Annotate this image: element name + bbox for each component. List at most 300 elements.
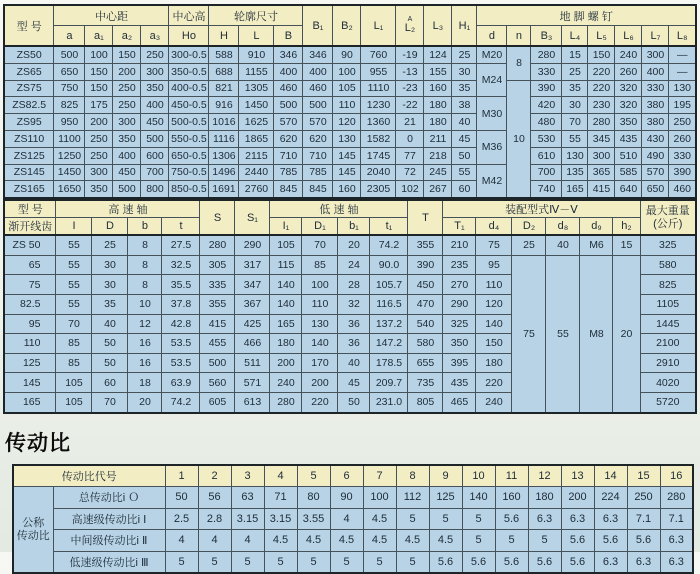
cell: 160 (333, 181, 361, 198)
cell: 5.6 (495, 551, 528, 573)
cell: 105 (270, 235, 302, 255)
spec-row-zs75 (4, 80, 696, 97)
cell: 250 (85, 130, 113, 147)
cell: 70 (302, 235, 338, 255)
cell: 155 (424, 63, 452, 80)
cell: 13 (561, 465, 594, 487)
cell: 5.6 (561, 551, 594, 573)
cell: 220 (588, 63, 615, 80)
cell: — (669, 46, 696, 63)
header-b3: B₃ (531, 26, 562, 47)
header-T1: T₁ (443, 218, 476, 236)
cell: 35.5 (162, 275, 200, 295)
cell: 70 (92, 392, 128, 412)
ratio-row-label: 中间级传动比i Ⅱ (53, 530, 165, 552)
cell: 450 (113, 164, 141, 181)
cell: 20 (338, 235, 370, 255)
header-model: 型 号 (4, 5, 54, 46)
ratio-row-high-speed (13, 508, 693, 530)
cell: M36 (477, 130, 507, 164)
cell: 415 (588, 181, 615, 198)
cell: 180 (270, 334, 302, 354)
cell: 32 (338, 294, 370, 314)
cell: 435 (443, 373, 476, 393)
cell: 800 (141, 181, 169, 198)
cell: 1450 (54, 164, 85, 181)
cell: 115 (270, 255, 302, 275)
cell: 300 (642, 46, 669, 63)
cell: ZS125 (4, 147, 54, 164)
spec-row-zs165 (4, 181, 696, 198)
cell: 570 (274, 114, 303, 131)
cell: 110 (4, 334, 56, 354)
cell: 550-0.5 (169, 130, 209, 147)
cell: 511 (235, 353, 270, 373)
cell: ZS75 (4, 80, 54, 97)
cell: 2760 (239, 181, 274, 198)
cell: M30 (477, 97, 507, 131)
cell: 25 (562, 63, 588, 80)
cell: 145 (4, 373, 56, 393)
header-s: S (200, 200, 235, 235)
cell: 105 (56, 373, 92, 393)
cell: 5 (231, 551, 264, 573)
cell: 15 (562, 46, 588, 63)
cell: 825 (640, 275, 696, 295)
cell: 55 (56, 235, 92, 255)
cell: 8 (396, 465, 429, 487)
cell: 500 (141, 130, 169, 147)
cell: 355 (408, 235, 443, 255)
cell: 5.6 (495, 508, 528, 530)
cell: 55 (562, 130, 588, 147)
cell: 571 (235, 373, 270, 393)
cell: 102 (396, 181, 424, 198)
cell: ZS82.5 (4, 97, 54, 114)
cell: 112 (396, 487, 429, 509)
cell: 21 (396, 114, 424, 131)
spec-row-zs82-5 (4, 97, 696, 114)
header-center-distance: 中心距 (54, 5, 169, 26)
cell: 330 (531, 63, 562, 80)
header-h1: H₁ (452, 5, 477, 46)
cell: 330 (669, 147, 696, 164)
cell: 1155 (239, 63, 274, 80)
spec-row-zs50 (4, 46, 696, 63)
cell: 130 (669, 80, 696, 97)
cell: 200 (561, 487, 594, 509)
cell: 570 (642, 164, 669, 181)
cell: 300 (588, 147, 615, 164)
cell: 5.6 (594, 530, 627, 552)
cell: 5 (330, 551, 363, 573)
ratio-code-row (13, 465, 693, 487)
cell: 50 (165, 487, 198, 509)
cell: 77 (396, 147, 424, 164)
cell: 90 (333, 46, 361, 63)
cell: 218 (424, 147, 452, 164)
cell: 500 (274, 97, 303, 114)
cell: 245 (424, 164, 452, 181)
cell: 180 (424, 97, 452, 114)
cell: 65 (4, 255, 56, 275)
cell: 500 (113, 181, 141, 198)
cell: 160 (495, 487, 528, 509)
cell: 95 (476, 255, 512, 275)
header-l4: L₄ (562, 26, 588, 47)
cell: 100 (333, 63, 361, 80)
cell: ZS95 (4, 114, 54, 131)
cell: 500 (200, 353, 235, 373)
cell: 105 (333, 80, 361, 97)
cell: 42.8 (162, 314, 200, 334)
cell: 140 (270, 275, 302, 295)
cell: 4.5 (264, 530, 297, 552)
cell: 40 (546, 235, 580, 255)
cell: 620 (303, 130, 333, 147)
cell: 180 (424, 114, 452, 131)
cell: 470 (408, 294, 443, 314)
cell: 27.5 (162, 235, 200, 255)
cell: 10 (128, 294, 162, 314)
cell: 450-0.5 (169, 97, 209, 114)
cell: 140 (302, 334, 338, 354)
cell: 415 (200, 314, 235, 334)
cell: 50 (92, 353, 128, 373)
header-high-speed-shaft: 高 速 轴 (56, 200, 200, 218)
cell: 110 (476, 275, 512, 295)
cell: 140 (476, 314, 512, 334)
cell: 390 (531, 80, 562, 97)
cell: 6.3 (627, 551, 660, 573)
spec-row-zs110 (4, 130, 696, 147)
cell: 180 (476, 353, 512, 373)
cell: 580 (640, 255, 696, 275)
cell: 1 (165, 465, 198, 487)
header-assembly-type: 装配型式Ⅳ－Ⅴ (443, 200, 640, 218)
cell: 200 (270, 353, 302, 373)
cell: 6.3 (528, 508, 561, 530)
cell: 1100 (54, 130, 85, 147)
cell: 785 (274, 164, 303, 181)
header-l2-superscript: A (407, 16, 413, 24)
cell: 4 (330, 508, 363, 530)
cell: 30 (92, 275, 128, 295)
cell: 3.15 (264, 508, 297, 530)
cell: 105.7 (370, 275, 408, 295)
cell: 5 (264, 551, 297, 573)
cell: 8 (507, 46, 531, 80)
cell: 380 (642, 97, 669, 114)
cell: 45 (452, 130, 477, 147)
cell: 260 (615, 63, 642, 80)
cell: 560 (200, 373, 235, 393)
cell: 5 (462, 530, 495, 552)
header-t-cap: T (408, 200, 443, 235)
cell: 12 (528, 465, 561, 487)
cell: 740 (531, 181, 562, 198)
cell: 395 (443, 353, 476, 373)
cell: M42 (477, 164, 507, 198)
cell: 1865 (239, 130, 274, 147)
cell: 7.1 (660, 508, 693, 530)
cell: 605 (200, 392, 235, 412)
cell: 220 (302, 392, 338, 412)
cell: 200 (113, 63, 141, 80)
cell: 350 (85, 181, 113, 198)
cell: -19 (396, 46, 424, 63)
cell: 4.5 (330, 530, 363, 552)
cell: 350-0.5 (169, 63, 209, 80)
cell: 347 (235, 275, 270, 295)
cell: 345 (588, 130, 615, 147)
cell: 390 (408, 255, 443, 275)
cell: 4020 (640, 373, 696, 393)
cell: 950 (54, 114, 85, 131)
cell: 9 (429, 465, 462, 487)
header-s1: S₁ (235, 200, 270, 235)
cell: 50 (452, 147, 477, 164)
cell: 55 (56, 275, 92, 295)
cell: 5.6 (561, 530, 594, 552)
spec-row-zs65 (4, 63, 696, 80)
header-a3: a₃ (141, 26, 169, 47)
cell: 2 (198, 465, 231, 487)
cell: 785 (303, 164, 333, 181)
cell: 420 (531, 97, 562, 114)
cell: 25 (92, 235, 128, 255)
max-weight-line2: (公斤) (653, 217, 683, 230)
cell: 24 (338, 255, 370, 275)
cell: 14 (594, 465, 627, 487)
cell: 460 (669, 181, 696, 198)
header-t: t (162, 218, 200, 236)
cell: 250 (141, 46, 169, 63)
cell: 4.5 (429, 530, 462, 552)
cell: 1016 (209, 114, 239, 131)
cell: 125 (4, 353, 56, 373)
header-b1: b₁ (338, 218, 370, 236)
cell: 16 (128, 334, 162, 354)
cell: 60 (452, 181, 477, 198)
cell: 305 (200, 255, 235, 275)
cell: 150 (476, 334, 512, 354)
cell: 4.5 (363, 530, 396, 552)
cell: 80 (297, 487, 330, 509)
cell: 74.2 (162, 392, 200, 412)
cell: 0 (396, 130, 424, 147)
ratio-row-total (13, 487, 693, 509)
cell: 150 (85, 63, 113, 80)
cell: 3.15 (231, 508, 264, 530)
cell: 910 (239, 46, 274, 63)
cell: 37.8 (162, 294, 200, 314)
cell: 280 (588, 114, 615, 131)
cell: 1582 (361, 130, 396, 147)
cell: 40 (338, 353, 370, 373)
header-d: D (92, 218, 128, 236)
cell: 209.7 (370, 373, 408, 393)
cell: 36 (338, 314, 370, 334)
ratio-row-label: 低速级传动比i Ⅲ (53, 551, 165, 573)
cell: 750 (54, 80, 85, 97)
cell: 1496 (209, 164, 239, 181)
cell: 85 (302, 255, 338, 275)
cell: 5 (528, 530, 561, 552)
cell: 540 (408, 314, 443, 334)
cell: 150 (85, 80, 113, 97)
header-l2-label: L₂ (404, 22, 416, 35)
cell: 325 (640, 235, 696, 255)
cell: 480 (531, 114, 562, 131)
cell: 465 (443, 392, 476, 412)
cell: 30 (452, 63, 477, 80)
cell: 655 (408, 353, 443, 373)
cell: 55 (546, 255, 580, 412)
cell: 4 (264, 465, 297, 487)
cell: 650 (54, 63, 85, 80)
cell: ZS145 (4, 164, 54, 181)
cell: 63.9 (162, 373, 200, 393)
cell: 600 (141, 147, 169, 164)
header-a2: a₂ (113, 26, 141, 47)
cell: 211 (424, 130, 452, 147)
cell: 30 (562, 97, 588, 114)
cell: 320 (615, 80, 642, 97)
cell: 55 (452, 164, 477, 181)
cell: 430 (642, 130, 669, 147)
cell: 1745 (361, 147, 396, 164)
cell: 200 (85, 114, 113, 131)
table1-header-row-1 (4, 5, 696, 26)
cell: 75 (4, 275, 56, 295)
cell: — (669, 63, 696, 80)
cell: 320 (615, 97, 642, 114)
cell: 110 (302, 294, 338, 314)
cell: 2115 (239, 147, 274, 164)
cell: 165 (270, 314, 302, 334)
cell: 240 (615, 46, 642, 63)
cell: 850-0.5 (169, 181, 209, 198)
cell: 390 (669, 164, 696, 181)
cell: 5.6 (462, 551, 495, 573)
cell: 2.5 (165, 508, 198, 530)
cell: 350 (113, 130, 141, 147)
cell: 125 (429, 487, 462, 509)
cell: 5 (297, 551, 330, 573)
cell: 300 (141, 63, 169, 80)
spec-row-zs95 (4, 114, 696, 131)
cell: 2100 (640, 334, 696, 354)
cell: 90.0 (370, 255, 408, 275)
cell: 4.5 (396, 530, 429, 552)
cell: 130 (562, 147, 588, 164)
cell: 38 (452, 97, 477, 114)
header-d4: d₄ (476, 218, 512, 236)
cell: 224 (594, 487, 627, 509)
cell: ZS 50 (4, 235, 56, 255)
cell: M6 (580, 235, 613, 255)
cell: 220 (476, 373, 512, 393)
header-i: I (56, 218, 92, 236)
cell: 613 (235, 392, 270, 412)
cell: 240 (476, 392, 512, 412)
shaft-row-zs50 (4, 235, 696, 255)
shaft-row-65 (4, 255, 696, 275)
cell: 6.3 (594, 508, 627, 530)
cell: 5 (462, 508, 495, 530)
cell: 53.5 (162, 353, 200, 373)
cell: 280 (200, 235, 235, 255)
cell: 35 (92, 294, 128, 314)
cell: 75 (476, 235, 512, 255)
cell: 4 (198, 530, 231, 552)
cell: 71 (264, 487, 297, 509)
cell: 5.6 (429, 551, 462, 573)
cell: 210 (443, 235, 476, 255)
cell: 845 (274, 181, 303, 198)
cell: 585 (615, 164, 642, 181)
group-label-line1: 公称 (22, 516, 45, 529)
cell: 178.5 (370, 353, 408, 373)
cell: 35 (452, 80, 477, 97)
cell: 5 (396, 551, 429, 573)
cell: 82.5 (4, 294, 56, 314)
cell: 350 (443, 334, 476, 354)
cell: 380 (642, 114, 669, 131)
cell: 220 (588, 80, 615, 97)
cell: 5 (297, 465, 330, 487)
cell: 10 (462, 465, 495, 487)
cell: 16 (660, 465, 693, 487)
header-ratio-code: 传动比代号 (13, 465, 165, 487)
cell: ZS110 (4, 130, 54, 147)
cell: -13 (396, 63, 424, 80)
header-involute-gear: 渐开线齿 (4, 218, 56, 236)
cell: 63 (231, 487, 264, 509)
cell: 10 (507, 80, 531, 198)
cell: 180 (528, 487, 561, 509)
cell: 530 (531, 130, 562, 147)
cell: 2040 (361, 164, 396, 181)
cell: 400 (141, 97, 169, 114)
cell: 250 (85, 147, 113, 164)
cell: 510 (615, 147, 642, 164)
cell: 250 (113, 97, 141, 114)
cell: 150 (113, 46, 141, 63)
cell: 12 (128, 314, 162, 334)
cell: 72 (396, 164, 424, 181)
cell: 70 (562, 114, 588, 131)
cell: 5 (363, 551, 396, 573)
cell: 231.0 (370, 392, 408, 412)
cell: 688 (209, 63, 239, 80)
cell: 280 (270, 392, 302, 412)
cell: 145 (333, 164, 361, 181)
header-b: B (274, 26, 303, 47)
cell: 25 (452, 46, 477, 63)
cell: 240 (270, 373, 302, 393)
cell: 20 (613, 255, 640, 412)
cell: 200 (302, 373, 338, 393)
cell: 260 (669, 130, 696, 147)
header-t1: t₁ (370, 218, 408, 236)
cell: 710 (303, 147, 333, 164)
cell: 325 (443, 314, 476, 334)
cell: 570 (303, 114, 333, 131)
header-d8: d₈ (546, 218, 580, 236)
cell: 124 (424, 46, 452, 63)
